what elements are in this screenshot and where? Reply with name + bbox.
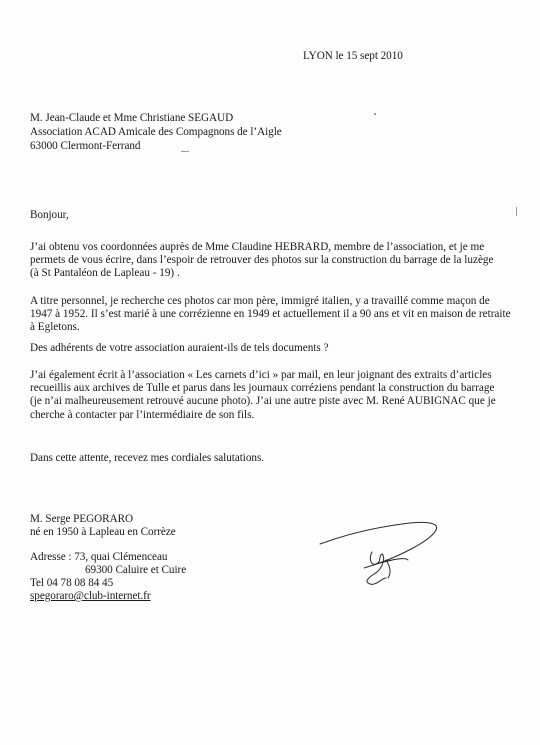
paragraph-line: à Egletons.: [30, 321, 80, 334]
handwritten-signature: [312, 508, 472, 598]
paragraph-question: [30, 342, 510, 355]
closing: Dans cette attente, recevez mes cordiales salutations.: [30, 452, 264, 464]
paragraph-line: recueillis aux archives de Tulle et parus dans les journaux corréziens pendant la construction du barrage: [30, 382, 495, 395]
paragraph-line: (à St Pantaléon de Lapleau - 19) .: [30, 267, 180, 280]
place-date: LYON le 15 sept 2010: [303, 50, 403, 62]
paragraph-line: J’ai également écrit à l’association « Les carnets d’ici » par mail, en leur joignant des extraits d’articles: [30, 369, 492, 381]
paragraph-line: Des adhérents de votre association auraient-ils de tels documents ?: [30, 342, 329, 354]
paragraph-line: (je n’ai malheureusement retrouvé aucune photo). J’ai une autre piste avec M. René AUBIGNAC que je: [30, 395, 496, 408]
paragraph-line: J’ai obtenu vos coordonnées auprès de Mme Claudine HEBRARD, membre de l’association, et je me: [30, 241, 485, 253]
scan-speck: [181, 151, 189, 152]
recipient-association: Association ACAD Amicale des Compagnons de l’Aigle: [30, 126, 282, 138]
sender-phone: Tel 04 78 08 84 45: [30, 577, 114, 589]
sender-address-city: 69300 Caluire et Cuire: [85, 564, 187, 576]
scan-speck: [374, 113, 376, 115]
salutation: Bonjour,: [30, 209, 69, 221]
scan-speck: [516, 207, 517, 216]
sender-birth: né en 1950 à Lapleau en Corrèze: [30, 526, 176, 538]
sender-address-street: Adresse : 73, quai Clémenceau: [30, 551, 168, 563]
paragraph-line: A titre personnel, je recherche ces photos car mon père, immigré italien, y a travaillé comme maçon de: [30, 295, 490, 307]
sender-email-link[interactable]: spegoraro@club-internet.fr: [30, 590, 151, 602]
paragraph-line: permets de vous écrire, dans l’espoir de retrouver des photos sur la construction du barrage de la luzège: [30, 254, 494, 267]
paragraph-intro: [30, 241, 510, 281]
sender-name: M. Serge PEGORARO: [30, 513, 134, 525]
recipient-name: M. Jean-Claude et Mme Christiane SEGAUD: [30, 112, 234, 124]
paragraph-personal: [30, 295, 510, 335]
paragraph-other-contacts: [30, 369, 510, 422]
recipient-city: 63000 Clermont-Ferrand: [30, 140, 141, 152]
paragraph-line: 1947 à 1952. Il s’est marié à une corrézienne en 1949 et actuellement il a 90 ans et vit en maison de retraite: [30, 308, 511, 321]
paragraph-line: cherche à contacter par l’intermédiaire de son fils.: [30, 408, 255, 421]
